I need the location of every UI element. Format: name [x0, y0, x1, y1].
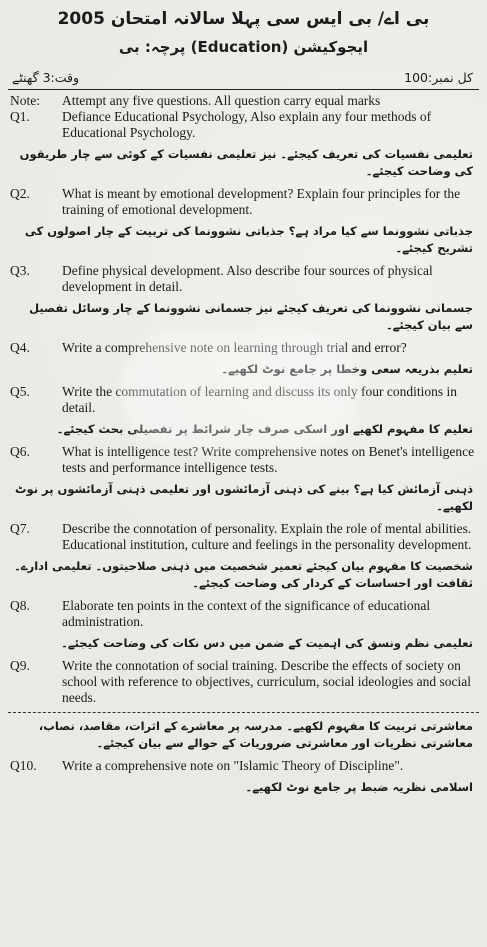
- question-urdu: تعلیمی نظم ونسق کی اہمیت کے ضمن میں دس نکات کی وضاحت کیجئے۔: [61, 636, 473, 650]
- question-5: [8, 384, 479, 416]
- subject-title: ایجوکیشن (Education) پرچہ: بی: [118, 38, 369, 56]
- question-label: Q7.: [10, 521, 30, 536]
- question-urdu: شخصیت کا مفہوم بیان کیجئے تعمیر شخصیت میں ذہنی صلاحیتوں۔ تعلیمی ادارے۔ ثقافت اور احساسات کے کردار کی وضاحت کیجئے۔: [14, 559, 473, 590]
- question-text: What is meant by emotional development? Explain four principles for the training of emotional development.: [62, 186, 461, 217]
- question-10: [8, 758, 479, 774]
- question-7: [8, 521, 479, 553]
- header-divider: [8, 89, 479, 90]
- question-label: Q3.: [10, 263, 30, 278]
- note-label: Note:: [10, 93, 40, 108]
- question-text: Elaborate ten points in the context of the significance of educational administration.: [62, 598, 431, 629]
- question-text: Write a comprehensive note on learning through trial and error?: [62, 340, 407, 355]
- question-2: [8, 186, 479, 218]
- question-label: Q8.: [10, 598, 30, 613]
- question-6: [8, 444, 479, 476]
- question-label: Q2.: [10, 186, 30, 201]
- question-label: Q1.: [10, 109, 30, 124]
- question-urdu: تعلیم بذریعہ سعی وخطا پر جامع نوٹ لکھیے۔: [221, 362, 473, 376]
- question-urdu: جسمانی نشوونما کی تعریف کیجئے نیز جسمانی نشوونما کے چار وسائل تفصیل سے بیان کیجئے۔: [29, 301, 473, 332]
- question-urdu: تعلیم کا مفہوم لکھیے اور اسکی صرف چار شرائط پر تفصیلی بحث کیجئے۔: [56, 422, 473, 436]
- total-marks: کل نمبر:100: [404, 70, 473, 85]
- exam-title: بی اے/ بی ایس سی پہلا سالانہ امتحان 2005: [57, 9, 430, 29]
- question-8: [8, 598, 479, 630]
- paper-meta: [8, 70, 479, 85]
- question-3: [8, 263, 479, 295]
- dotted-divider: [8, 712, 479, 713]
- instructions: [8, 93, 479, 109]
- question-urdu: جذباتی نشوونما سے کیا مراد ہے؟ جذباتی نشوونما کی تربیت کے چار اصولوں کی تشریح کیجئے۔: [24, 224, 473, 255]
- question-9: [8, 658, 479, 706]
- question-text: Define physical development. Also describe four sources of physical development in detail.: [62, 263, 433, 294]
- question-text: Write a comprehensive note on "Islamic Theory of Discipline".: [62, 758, 404, 773]
- question-urdu: معاشرتی تربیت کا مفہوم لکھیے۔ مدرسہ پر معاشرے کے اثرات، مقاصد، نصاب، معاشرتی نظریات اور معاشرتی ضروریات کے حوالے سے بیان کیجئے۔: [38, 719, 473, 750]
- question-urdu: تعلیمی نفسیات کی تعریف کیجئے۔ نیز تعلیمی نفسیات کے کوئی سے چار طریقوں کی وضاحت کیجئے۔: [19, 147, 473, 178]
- question-1: [8, 109, 479, 141]
- question-text: What is intelligence test? Write comprehensive notes on Benet's intelligence tests and performance intelligence tests.: [62, 444, 475, 475]
- question-label: Q5.: [10, 384, 30, 399]
- question-urdu: اسلامی نظریہ ضبط پر جامع نوٹ لکھیے۔: [245, 780, 473, 794]
- time-allowed: وقت:3 گھنٹے: [12, 70, 80, 85]
- question-text: Write the connotation of social training. Describe the effects of society on school with reference to objectives, curriculum, social ideologies and social needs.: [62, 658, 471, 705]
- question-label: Q9.: [10, 658, 30, 673]
- question-label: Q4.: [10, 340, 30, 355]
- question-text: Describe the connotation of personality. Explain the role of mental abilities. Educational institution, culture and feelings in the personality development.: [62, 521, 472, 552]
- question-label: Q6.: [10, 444, 30, 459]
- question-urdu: ذہنی آزمائش کیا ہے؟ بینے کی ذہنی آزمائشوں اور تعلیمی ذہنی آزمائشوں پر نوٹ لکھیے۔: [14, 482, 473, 513]
- question-4: [8, 340, 479, 356]
- note-text: Attempt any five questions. All question carry equal marks: [62, 93, 381, 108]
- paper-header: [8, 8, 479, 58]
- question-text: Defiance Educational Psychology, Also explain any four methods of Educational Psychology.: [62, 109, 432, 140]
- question-label: Q10.: [10, 758, 37, 773]
- question-text: Write the commutation of learning and discuss its only four conditions in detail.: [62, 384, 458, 415]
